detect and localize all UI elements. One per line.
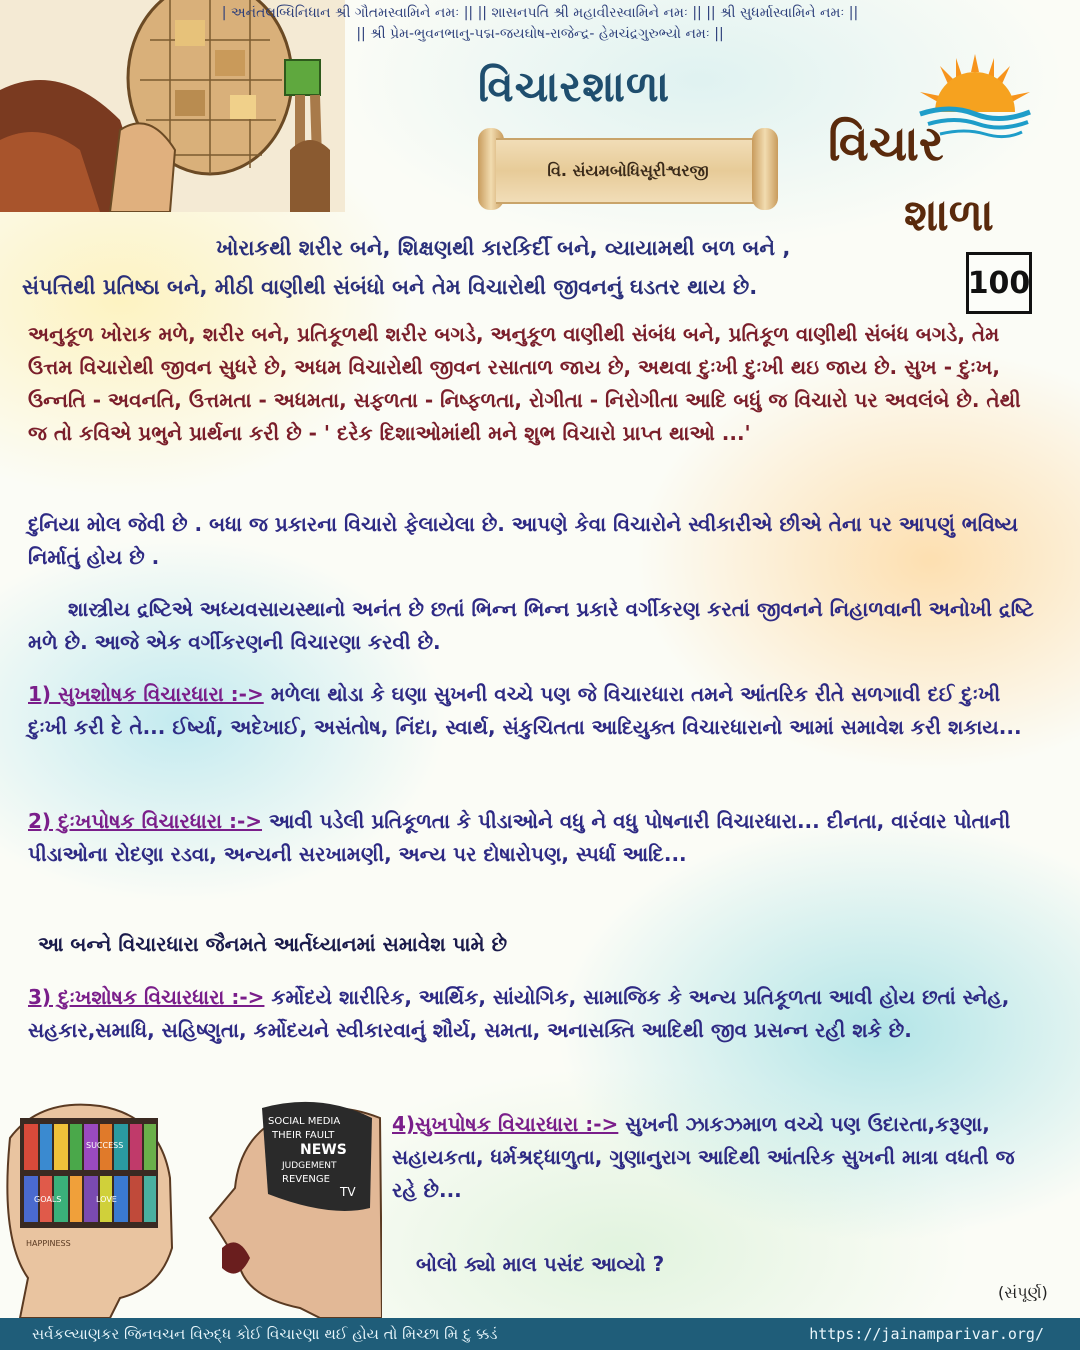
item-3 [28,981,1038,1047]
paragraph-3: શાસ્ત્રીય દ્રષ્ટિએ અધ્યવસાયસ્થાનો અનંત છે છતાં ભિન્ન ભિન્ન પ્રકારે વર્ગીકરણ કરતાં જીવનને નિહાળવાની અનોખી દ્રષ્ટિ મળે છે. આજે એક વર્ગીકરણની વિચારણા કરવી છે. [28,597,1034,654]
paragraph-1: અનુકૂળ ખોરાક મળે, શરીર બને, પ્રતિકૂળથી શરીર બગડે, અનુકૂળ વાણીથી સંબંધ બને, પ્રતિકૂળ વાણીથી સંબંધ બગડે, તેમ ઉત્તમ વિચારોથી જીવન સુધરે છે, અધમ વિચારોથી જીવન રસાતાળ જાય છે, અથવા દુઃખી દુઃખી થઇ જાય છે. સુખ - દુઃખ, ઉન્નતિ - અવનતિ, ઉત્તમતા - અધમતા, સફળતા - નિષ્ફળતા, રોગીતા - નિરોગીતા આદિ બધું જ વિચારો પર અવલંબે છે. તેથી જ તો કવિએ પ્રભુને પ્રાર્થના કરી છે - ' દરેક દિશાઓમાંથી મને શુભ વિચારો પ્રાપ્ત થાઓ ...' [28,322,1021,445]
intro-line-1: ખોરાકથી શરીર બને, શિક્ષણથી કારકિર્દી બને, વ્યાયામથી બળ બને , [216,236,791,260]
footer-website-link[interactable]: https://jainamparivar.org/ [809,1325,1044,1343]
item-1-text: મળેલા થોડા કે ઘણા સુખની વચ્ચે પણ જે વિચારધારા તમને આંતરિક રીતે સળગાવી દઈ દુઃખી દુઃખી કરી દે તે... ઈર્ષ્યા, અદેખાઈ, અસંતોષ, નિંદા, સ્વાર્થ, સંકુચિતતા આદિયુક્ત વિચારધારાનો આમાં સમાવેશ કરી શકાય... [28,682,1022,739]
item-3-label: 3) દુઃખશોષક વિચારધારા :-> [28,985,265,1009]
item-4-text: સુખની ઝાકઝમાળ વચ્ચે પણ ઉદારતા,કરૂણા, સહાયકતા, ધર્મશ્રદ્ધાળુતા, ગુણાનુરાગ આદિથી આંતરિક સુખની માત્રા વધતી જ રહે છે... [392,1112,1015,1202]
book-word-3: LOVE [96,1195,117,1204]
paragraph-2: દુનિયા મોલ જેવી છે . બધા જ પ્રકારના વિચારો ફેલાયેલા છે. આપણે કેવા વિચારોને સ્વીકારીએ છીએ તેના પર આપણું ભવિષ્ય નિર્માતું હોય છે . [28,512,1018,569]
issue-number-badge: 100 [966,252,1032,314]
head-word-1: SOCIAL MEDIA [268,1116,341,1127]
book-word-2: GOALS [34,1195,62,1204]
brand-title-line-2: શાળા [904,190,994,241]
closing-question: બોલો ક્યો માલ પસંદ આવ્યો ? [416,1252,665,1276]
note-line: આ બન્ને વિચારધારા જૈનમતે આર્તધ્યાનમાં સમાવેશ પામે છે [38,932,508,956]
footer-bar [0,1318,1080,1350]
author-name: વિ. સંયમબોધિસૂરીશ્વરજી [496,138,760,204]
footer-disclaimer: સર્વકલ્યાણકર જિનવચન વિરુદ્ધ કોઈ વિચારણા થઈ હોય તો મિચ્છા મિ દુ ક્કડં [32,1325,498,1343]
head-word-5: REVENGE [282,1174,330,1185]
end-marker: (સંપૂર્ણ) [998,1283,1048,1302]
item-3-text: કર્મોદયે શારીરિક, આર્થિક, સાંયોગિક, સામાજિક કે અન્ય પ્રતિકૂળતા આવી હોય છતાં સ્નેહ, સહકાર,સમાધિ, સહિષ્ણુતા, કર્મોદયને સ્વીકારવાનું શૌર્ય, સમતા, અનાસક્તિ આદિથી જીવ પ્રસન્ન રહી શકે છે. [28,985,1010,1042]
mantra-line-1: | અનંતલબ્ધિનિધાન શ્રી ગૌતમસ્વામિને નમઃ || || શાસનપતિ શ્રી મહાવીરસ્વામિને નમઃ || || શ્રી સુધર્માસ્વામિને નમઃ || [221,5,859,21]
two-heads-illustration [0,1098,382,1318]
book-word-1: SUCCESS [86,1141,124,1150]
item-4-label: 4)સુખપોષક વિચારધારા :-> [392,1112,619,1136]
head-word-2: THEIR FAULT [272,1130,335,1141]
head-word-3: NEWS [300,1142,347,1158]
item-2 [28,805,1038,871]
item-1 [28,678,1038,744]
head-word-4: JUDGEMENT [282,1161,337,1171]
book-word-4: HAPPINESS [26,1239,71,1248]
intro-line-2: સંપત્તિથી પ્રતિષ્ઠા બને, મીઠી વાણીથી સંબંધો બને તેમ વિચારોથી જીવનનું ઘડતર થાય છે. [22,275,758,299]
item-2-text: આવી પડેલી પ્રતિકૂળતા કે પીડાઓને વધુ ને વધુ પોષનારી વિચારધારા... દીનતા, વારંવાર પોતાની પીડાઓના રોદણા રડવા, અન્યની સરખામણી, અન્ય પર દોષારોપણ, સ્પર્ધા આદિ... [28,809,1011,866]
item-1-label: 1) સુખશોષક વિચારધારા :-> [28,682,264,706]
author-scroll-banner [478,128,778,210]
head-word-6: TV [340,1185,356,1199]
brand-title-line-1: વિચાર [828,116,944,172]
page-title: વિચારશાળા [478,62,670,111]
item-4 [392,1108,1032,1207]
mantra-line-2: || શ્રી પ્રેમ-ભુવનભાનુ-પદ્મ-જયઘોષ-રાજેન્દ્ર- હેમચંદ્રગુરુભ્યો નમઃ || [356,26,724,42]
item-2-label: 2) દુઃખપોષક વિચારધારા :-> [28,809,263,833]
